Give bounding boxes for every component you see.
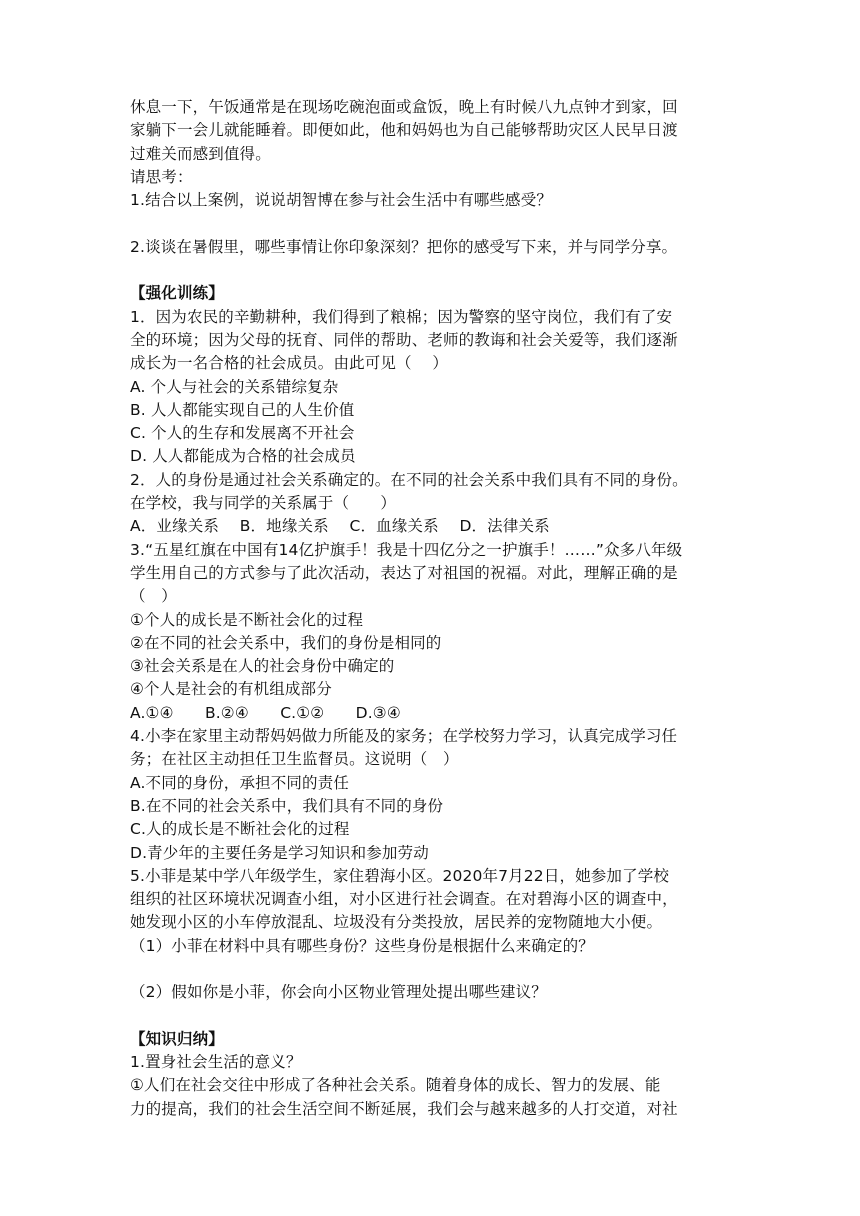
q1-option-d: D. 人人都能成为合格的社会成员	[130, 447, 356, 466]
q3-stem: 学生用自己的方式参与了此次活动，表达了对祖国的祝福。对此，理解正确的是	[130, 563, 678, 582]
q3-statement: ④个人是社会的有机组成部分	[130, 680, 332, 699]
q5-stem: 5.小菲是某中学八年级学生，家住碧海小区。2020年7月22日，她参加了学校	[130, 866, 670, 885]
intro-line: 家躺下一会儿就能睡着。即便如此，他和妈妈也为自己能够帮助灾区人民早日渡	[130, 121, 678, 140]
q5-subquestion-1: （1）小菲在材料中具有哪些身份？这些身份是根据什么来确定的？	[130, 936, 594, 955]
q3-options: A.①④ B.②④ C.①② D.③④	[130, 703, 401, 722]
q2-options: A．业缘关系 B．地缘关系 C．血缘关系 D．法律关系	[130, 517, 550, 536]
q3-statement: ③社会关系是在人的社会身份中确定的	[130, 657, 395, 676]
spacer	[130, 958, 735, 981]
q4-option-b: B.在不同的社会关系中，我们具有不同的身份	[130, 796, 444, 815]
q4-stem: 务；在社区主动担任卫生监督员。这说明（ ）	[130, 750, 459, 769]
q5-stem: 她发现小区的小车停放混乱、垃圾没有分类投放，居民养的宠物随地大小便。	[130, 913, 663, 932]
q4-option-a: A.不同的身份，承担不同的责任	[130, 773, 350, 792]
question-2: 2.谈谈在暑假里，哪些事情让你印象深刻？把你的感受写下来，并与同学分享。	[130, 237, 678, 256]
think-label: 请思考：	[130, 167, 193, 186]
document-page	[130, 96, 735, 1121]
q5-subquestion-2: （2）假如你是小菲，你会向小区物业管理处提出哪些建议？	[130, 983, 547, 1002]
spacer	[130, 259, 735, 282]
q3-stem: （ ）	[130, 587, 177, 606]
q2-stem: 在学校，我与同学的关系属于（ ）	[130, 494, 397, 513]
q4-option-d: D.青少年的主要任务是学习知识和参加劳动	[130, 843, 429, 862]
section-title-knowledge: 【知识归纳】	[130, 1029, 224, 1048]
spacer	[130, 1005, 735, 1028]
spacer	[130, 212, 735, 235]
section-title-training: 【强化训练】	[130, 284, 224, 303]
knowledge-item-title: 1.置身社会生活的意义？	[130, 1053, 302, 1072]
q5-stem: 组织的社区环境状况调查小组，对小区进行社会调查。在对碧海小区的调查中，	[130, 890, 678, 909]
q4-stem: 4.小李在家里主动帮妈妈做力所能及的家务；在学校努力学习，认真完成学习任	[130, 727, 678, 746]
q1-option-c: C. 个人的生存和发展离不开社会	[130, 424, 355, 443]
q1-option-b: B. 人人都能实现自己的人生价值	[130, 400, 355, 419]
knowledge-item-line: 力的提高，我们的社会生活空间不断延展，我们会与越来越多的人打交道，对社	[130, 1099, 678, 1118]
intro-line: 休息一下，午饭通常是在现场吃碗泡面或盒饭，晚上有时候八九点钟才到家，回	[130, 98, 678, 116]
q1-stem: 全的环境；因为父母的抚育、同伴的帮助、老师的教诲和社会关爱等，我们逐渐	[130, 330, 678, 349]
q3-stem: 3.“五星红旗在中国有14亿护旗手！我是十四亿分之一护旗手！……”众多八年级	[130, 540, 683, 559]
q3-statement: ②在不同的社会关系中，我们的身份是相同的	[130, 633, 442, 652]
knowledge-item-line: ①人们在社会交往中形成了各种社会关系。随着身体的成长、智力的发展、能	[130, 1076, 661, 1095]
question-1: 1.结合以上案例，说说胡智博在参与社会生活中有哪些感受？	[130, 191, 552, 210]
q2-stem: 2．人的身份是通过社会关系确定的。在不同的社会关系中我们具有不同的身份。	[130, 470, 688, 489]
q1-option-a: A. 个人与社会的关系错综复杂	[130, 377, 339, 396]
q1-stem: 成长为一名合格的社会成员。由此可见（ ）	[130, 354, 449, 373]
q4-option-c: C.人的成长是不断社会化的过程	[130, 820, 350, 839]
q3-statement: ①个人的成长是不断社会化的过程	[130, 610, 364, 629]
intro-line: 过难关而感到值得。	[130, 144, 271, 163]
q1-stem: 1．因为农民的辛勤耕种，我们得到了粮棉；因为警察的坚守岗位，我们有了安	[130, 307, 673, 326]
